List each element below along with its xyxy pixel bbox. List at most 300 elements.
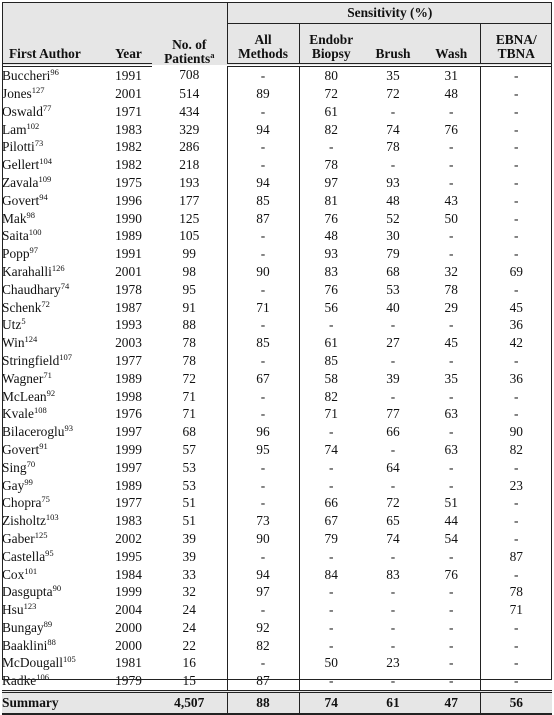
ebna-tbna-cell: - [480, 672, 552, 691]
all-methods-cell: 85 [227, 334, 299, 352]
endobr-biopsy-cell: - [299, 138, 363, 156]
wash-cell: - [449, 388, 454, 404]
author-reference: 125 [34, 529, 48, 540]
header-wash: Wash [423, 24, 480, 66]
table-row [2, 85, 552, 103]
author-reference: 89 [43, 618, 53, 629]
wash-cell: - [449, 174, 454, 190]
ebna-tbna-cell: - [480, 85, 552, 103]
header-ebna-tbna [480, 24, 552, 66]
author-reference: 77 [42, 102, 52, 113]
endobr-biopsy-cell: 76 [299, 209, 363, 227]
wash-cell: - [449, 139, 454, 155]
header-row-bottom [2, 24, 552, 66]
brush-cell: 79 [386, 246, 400, 262]
wash-cell: 76 [444, 566, 458, 582]
table-row [2, 548, 552, 566]
year-cell: 1997 [115, 459, 142, 475]
wash-cell: 48 [444, 85, 458, 101]
table-row [2, 156, 552, 174]
all-methods-cell: 67 [227, 370, 299, 388]
table-row [2, 192, 552, 210]
year-cell: 2002 [115, 530, 142, 546]
table-row [2, 281, 552, 299]
author-cell [2, 637, 105, 655]
wash-cell: 78 [444, 281, 458, 297]
patients-cell: 99 [182, 246, 196, 262]
author-cell [2, 174, 105, 192]
patients-cell: 78 [182, 335, 196, 351]
table-header [2, 2, 552, 65]
table-row [2, 227, 552, 245]
endobr-biopsy-cell: 82 [299, 387, 363, 405]
endobr-biopsy-cell: 78 [299, 156, 363, 174]
author-name: Utz [2, 317, 22, 333]
author-reference: 103 [45, 512, 59, 523]
author-name: Kvale [2, 406, 34, 422]
author-name: Govert [2, 192, 40, 208]
year-cell: 1990 [115, 210, 142, 226]
table-row [2, 654, 552, 672]
ebna-tbna-cell: - [480, 512, 552, 530]
year-cell: 1976 [115, 406, 142, 422]
patients-cell: 24 [182, 602, 196, 618]
all-methods-cell: 94 [227, 174, 299, 192]
brush-cell: 65 [386, 513, 400, 529]
header-first-author: First Author [2, 24, 105, 66]
patients-cell: 16 [182, 655, 196, 671]
table-row [2, 103, 552, 121]
wash-cell: 54 [444, 530, 458, 546]
wash-cell: - [449, 157, 454, 173]
patients-cell: 15 [182, 673, 196, 689]
author-cell [2, 370, 105, 388]
wash-cell: - [449, 548, 454, 564]
patients-cell: 193 [179, 174, 200, 190]
all-methods-cell: 85 [227, 192, 299, 210]
wash-cell: - [449, 459, 454, 475]
wash-cell: 44 [444, 513, 458, 529]
brush-cell: - [390, 637, 396, 653]
all-methods-cell: 73 [227, 512, 299, 530]
author-name: Saita [2, 228, 29, 244]
patients-cell: 53 [182, 459, 196, 475]
endobr-biopsy-cell: 84 [299, 565, 363, 583]
year-cell: 1975 [115, 174, 142, 190]
author-reference: 109 [38, 173, 52, 184]
year-cell: 1989 [115, 228, 142, 244]
wash-cell: - [449, 602, 454, 618]
table-row [2, 494, 552, 512]
all-methods-cell: 97 [227, 583, 299, 601]
author-cell [2, 138, 105, 156]
endobr-biopsy-cell: - [299, 476, 363, 494]
ebna-tbna-cell: 69 [480, 263, 552, 281]
author-reference: 91 [39, 440, 48, 451]
author-name: Lam [2, 121, 27, 137]
ebna-tbna-cell: - [480, 281, 552, 299]
author-name: Karahalli [2, 263, 52, 279]
all-methods-cell: - [227, 601, 299, 619]
year-cell: 1999 [115, 441, 142, 457]
ebna-tbna-cell: 36 [480, 370, 552, 388]
ebna-tbna-cell: - [480, 654, 552, 672]
author-cell [2, 103, 105, 121]
author-cell [2, 65, 105, 85]
author-name: Cox [2, 566, 25, 582]
ebna-tbna-cell: - [480, 245, 552, 263]
table-row [2, 352, 552, 370]
year-cell: 1983 [115, 513, 142, 529]
all-methods-cell: 90 [227, 263, 299, 281]
header-patients-line2: Patients [164, 50, 211, 66]
brush-cell: - [390, 103, 396, 119]
author-name: Gay [2, 477, 25, 493]
ebna-tbna-cell: - [480, 352, 552, 370]
ebna-tbna-cell: 45 [480, 298, 552, 316]
author-name: Zavala [2, 174, 39, 190]
brush-cell: 39 [386, 370, 400, 386]
wash-cell: 76 [444, 121, 458, 137]
wash-cell: - [449, 619, 454, 635]
year-cell: 1995 [115, 548, 142, 564]
author-cell [2, 316, 105, 334]
author-cell [2, 298, 105, 316]
author-cell [2, 548, 105, 566]
table-row [2, 334, 552, 352]
table-row [2, 370, 552, 388]
author-reference: 102 [26, 120, 40, 131]
all-methods-cell: - [227, 654, 299, 672]
year-cell: 2001 [115, 263, 142, 279]
ebna-tbna-cell: - [480, 192, 552, 210]
ebna-tbna-cell: - [480, 65, 552, 85]
author-cell [2, 352, 105, 370]
year-cell: 1997 [115, 424, 142, 440]
endobr-biopsy-cell: 97 [299, 174, 363, 192]
table-row [2, 619, 552, 637]
brush-cell: 74 [386, 121, 400, 137]
patients-cell: 57 [182, 441, 196, 457]
ebna-tbna-cell: - [480, 637, 552, 655]
endobr-biopsy-cell: 81 [299, 192, 363, 210]
brush-cell: 40 [386, 299, 400, 315]
author-reference: 105 [63, 654, 76, 665]
author-reference: 106 [36, 672, 49, 683]
author-reference: 90 [52, 583, 62, 594]
endobr-biopsy-cell: 85 [299, 352, 363, 370]
ebna-tbna-cell: - [480, 209, 552, 227]
brush-cell: - [390, 317, 396, 333]
all-methods-cell: - [227, 103, 299, 121]
author-cell [2, 583, 105, 601]
year-cell: 1987 [115, 299, 142, 315]
ebna-tbna-cell: 82 [480, 441, 552, 459]
ebna-tbna-cell: 23 [480, 476, 552, 494]
year-cell: 1989 [115, 477, 142, 493]
year-cell: 2001 [115, 85, 142, 101]
header-all-methods-line2: Methods [238, 45, 288, 61]
author-reference: 75 [41, 494, 50, 505]
wash-cell: 51 [444, 495, 458, 511]
author-cell [2, 476, 105, 494]
table-row [2, 583, 552, 601]
brush-cell: - [390, 584, 396, 600]
ebna-tbna-cell: - [480, 459, 552, 477]
table-row [2, 120, 552, 138]
wash-cell: 32 [444, 263, 458, 279]
all-methods-cell: - [227, 387, 299, 405]
ebna-tbna-cell: - [480, 156, 552, 174]
year-cell: 1979 [115, 673, 142, 689]
year-cell: 2000 [115, 619, 142, 635]
year-cell: 1991 [115, 246, 142, 262]
endobr-biopsy-cell: 71 [299, 405, 363, 423]
summary-all-methods: 88 [227, 691, 299, 714]
ebna-tbna-cell: 71 [480, 601, 552, 619]
author-reference: 71 [43, 369, 52, 380]
author-cell [2, 423, 105, 441]
author-cell [2, 387, 105, 405]
wash-cell: 35 [444, 370, 458, 386]
endobr-biopsy-cell: - [299, 548, 363, 566]
patients-cell: 329 [179, 121, 200, 137]
author-cell [2, 512, 105, 530]
author-cell [2, 245, 105, 263]
ebna-tbna-cell: 36 [480, 316, 552, 334]
table-row [2, 263, 552, 281]
author-reference: 100 [28, 227, 42, 238]
all-methods-cell: 87 [227, 672, 299, 691]
author-cell [2, 227, 105, 245]
header-ebna-line1: EBNA/ [495, 32, 537, 48]
endobr-biopsy-cell: - [299, 619, 363, 637]
table-row [2, 459, 552, 477]
brush-cell: - [390, 352, 396, 368]
brush-cell: 27 [386, 335, 400, 351]
year-cell: 1991 [115, 68, 142, 84]
ebna-tbna-cell: 90 [480, 423, 552, 441]
all-methods-cell: - [227, 548, 299, 566]
table-body [2, 65, 552, 691]
brush-cell: 78 [386, 139, 400, 155]
table-row [2, 65, 552, 85]
patients-cell: 72 [182, 370, 196, 386]
brush-cell: 68 [386, 263, 400, 279]
author-name: McLean [2, 388, 47, 404]
endobr-biopsy-cell: - [299, 423, 363, 441]
wash-cell: - [449, 317, 454, 333]
wash-cell: - [449, 673, 454, 689]
all-methods-cell: - [227, 245, 299, 263]
author-cell [2, 654, 105, 672]
year-cell: 1983 [115, 121, 142, 137]
author-name: Jones [2, 85, 32, 101]
header-patients-line1: No. of [172, 37, 207, 53]
author-name: Sing [2, 459, 27, 475]
all-methods-cell: - [227, 476, 299, 494]
author-cell [2, 209, 105, 227]
author-reference: 98 [26, 209, 36, 220]
endobr-biopsy-cell: - [299, 637, 363, 655]
brush-cell: 53 [386, 281, 400, 297]
brush-cell: 93 [386, 174, 400, 190]
endobr-biopsy-cell: 50 [299, 654, 363, 672]
all-methods-cell: 94 [227, 120, 299, 138]
header-endobr-line1: Endobr [309, 32, 354, 48]
ebna-tbna-cell: 42 [480, 334, 552, 352]
wash-cell: - [449, 584, 454, 600]
author-name: Oswald [2, 103, 43, 119]
ebna-tbna-cell: - [480, 619, 552, 637]
author-reference: 72 [41, 298, 50, 309]
all-methods-cell: 95 [227, 441, 299, 459]
endobr-biopsy-cell: 72 [299, 85, 363, 103]
patients-cell: 98 [182, 263, 196, 279]
brush-cell: 23 [386, 655, 400, 671]
author-reference: 104 [39, 156, 52, 167]
year-cell: 1996 [115, 192, 142, 208]
brush-cell: 64 [386, 459, 400, 475]
author-name: Mak [2, 210, 27, 226]
all-methods-cell: 92 [227, 619, 299, 637]
table-row [2, 138, 552, 156]
author-name: Chaudhary [2, 281, 61, 297]
header-all-methods [227, 24, 299, 66]
ebna-tbna-cell: - [480, 174, 552, 192]
brush-cell: 35 [386, 68, 400, 84]
patients-cell: 514 [179, 85, 200, 101]
author-name: Pilotti [2, 139, 35, 155]
author-name: Bilaceroglu [2, 424, 65, 440]
wash-cell: 43 [444, 192, 458, 208]
all-methods-cell: 96 [227, 423, 299, 441]
author-cell [2, 565, 105, 583]
endobr-biopsy-cell: 76 [299, 281, 363, 299]
endobr-biopsy-cell: - [299, 459, 363, 477]
header-year: Year [105, 24, 152, 66]
brush-cell: - [390, 548, 396, 564]
all-methods-cell: 89 [227, 85, 299, 103]
patients-cell: 88 [182, 317, 196, 333]
table-row [2, 530, 552, 548]
table-row [2, 441, 552, 459]
endobr-biopsy-cell: 93 [299, 245, 363, 263]
ebna-tbna-cell: - [480, 103, 552, 121]
author-reference: 96 [50, 67, 59, 78]
author-name: Schenk [2, 299, 42, 315]
all-methods-cell: - [227, 227, 299, 245]
endobr-biopsy-cell: 74 [299, 441, 363, 459]
table-row [2, 209, 552, 227]
author-cell [2, 459, 105, 477]
brush-cell: - [390, 673, 396, 689]
summary-brush: 61 [363, 691, 423, 714]
author-name: Dasgupta [2, 584, 53, 600]
author-name: Wagner [2, 370, 44, 386]
author-name: Gellert [2, 157, 40, 173]
author-name: Win [2, 335, 25, 351]
table-row [2, 405, 552, 423]
patients-cell: 105 [179, 228, 200, 244]
year-cell: 1993 [115, 317, 142, 333]
endobr-biopsy-cell: 80 [299, 65, 363, 85]
brush-cell: - [390, 477, 396, 493]
endobr-biopsy-cell: 67 [299, 512, 363, 530]
all-methods-cell: 87 [227, 209, 299, 227]
brush-cell: - [390, 619, 396, 635]
author-name: Chopra [2, 495, 42, 511]
author-cell [2, 156, 105, 174]
brush-cell: - [390, 388, 396, 404]
patients-cell: 95 [182, 281, 196, 297]
wash-cell: 31 [444, 68, 458, 84]
endobr-biopsy-cell: 83 [299, 263, 363, 281]
brush-cell: - [390, 157, 396, 173]
author-cell [2, 281, 105, 299]
all-methods-cell: 82 [227, 637, 299, 655]
author-reference: 95 [45, 547, 54, 558]
endobr-biopsy-cell: 56 [299, 298, 363, 316]
author-reference: 126 [51, 262, 65, 273]
wash-cell: - [449, 352, 454, 368]
sensitivity-table [2, 2, 552, 715]
table-row [2, 245, 552, 263]
patients-cell: 71 [182, 406, 196, 422]
wash-cell: 63 [444, 441, 458, 457]
ebna-tbna-cell: - [480, 530, 552, 548]
brush-cell: 74 [386, 530, 400, 546]
author-name: Zisholtz [2, 513, 46, 529]
all-methods-cell: 90 [227, 530, 299, 548]
ebna-tbna-cell: - [480, 565, 552, 583]
header-patients [152, 2, 227, 65]
endobr-biopsy-cell: - [299, 672, 363, 691]
wash-cell: - [449, 228, 454, 244]
wash-cell: - [449, 637, 454, 653]
summary-year [105, 691, 152, 714]
brush-cell: 52 [386, 210, 400, 226]
author-reference: 124 [24, 334, 38, 345]
author-cell [2, 85, 105, 103]
author-cell [2, 619, 105, 637]
patients-cell: 434 [179, 103, 200, 119]
table-row [2, 476, 552, 494]
table-row [2, 316, 552, 334]
brush-cell: 72 [386, 495, 400, 511]
header-all-methods-line1: All [254, 32, 272, 48]
patients-cell: 32 [182, 584, 196, 600]
author-name: Gaber [2, 530, 35, 546]
ebna-tbna-cell: 87 [480, 548, 552, 566]
wash-cell: - [449, 424, 454, 440]
patients-cell: 33 [182, 566, 196, 582]
author-reference: 107 [59, 351, 73, 362]
author-reference: 5 [21, 316, 26, 327]
author-cell [2, 120, 105, 138]
author-name: Baaklini [2, 637, 48, 653]
summary-row [2, 691, 552, 714]
year-cell: 1971 [115, 103, 142, 119]
brush-cell: 66 [386, 424, 400, 440]
table-row [2, 387, 552, 405]
table-row [2, 423, 552, 441]
author-cell [2, 601, 105, 619]
author-name: Radke [2, 673, 37, 689]
wash-cell: 50 [444, 210, 458, 226]
ebna-tbna-cell: - [480, 227, 552, 245]
patients-cell: 24 [182, 619, 196, 635]
